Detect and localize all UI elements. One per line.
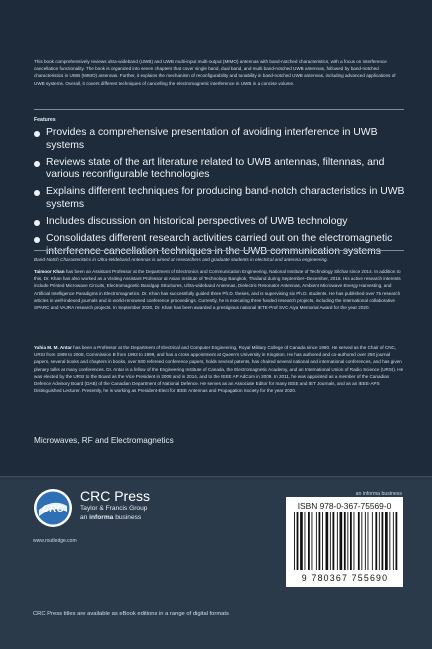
barcode-icon xyxy=(290,512,400,572)
features-list xyxy=(34,127,406,263)
book-description: This book comprehensively reviews ultra-wideband (UWB) and UWB multi-input multi-output (MIMO) antennas with band-notched characteristics, with a focus on interference cancellation functionality. The book is organized into seven chapters that cover single band, dual band, and multi band-notched UWB antennas, followed by band-notched characteristics in UWB (MIMO) antennas. Further, it explains the mechanism of reconfigurability and tunability in band-notched UWB antennas, including advanced applications of UWB systems. Overall, it covers different techniques of cancelling the electromagnetic interference in UWB in a concise volume. xyxy=(34,59,396,86)
barcode-panel xyxy=(286,497,403,587)
feature-item: Provides a comprehensive presentation of avoiding interference in UWB systems xyxy=(34,127,406,152)
author-bio-text: has been a Professor at the Department of Electrical and Computer Engineering, Royal Military College of Canada since 1990. He served as the Chair of CNC, URSI from 1999 to 2008, Commission B from 1993 to 1999, and has a cross appointment at Queen's University in Kingston. He has authored and co-authored over 250 journal papers, several books and chapters in books, over 500 refereed conference papers, holds several patents, has chaired several national and international conferences, and has given plenary talks at many conferences. Dr. Antar is a fellow of the Engineering Institute of Canada, the Electromagnetic Academy, and an International Union of Radio Science (URSI). He was elected by the URSI to the Board as the Vice President in 2008 and in 2014, and to the IEEE AP AdCom in 2009. In 2011, he was appointed as a member of the Canadian Defence Advisory Board (DAB) of the Canadian Department of National Defence. He serves as an Associate Editor for many IEEE and IET Journals, and as an IEEE-APS Distinguished Lecturer. Presently, he is working as President-Elect for IEEE Antennas and Propagation Society for the year 2020. xyxy=(34,345,404,394)
author-bio-text: has been an Assistant Professor at the Department of Electronics and Communication Engineering, National Institute of Technology Silchar since 2014. In addition to this, Dr. Khan has also worked as a Visiting Assistant Professor at Asian Institute of Technology Bangkok, Thailand during September–December, 2016. His active research interests include Printed Microwave Circuits, Electromagnetic Bandgap Structures, Ultra-wideband Antennas, Dielectric Resonator Antennas, Ambient Microwave Energy Harvesting, and Artificial Intelligence Paradigms in Electromagnetics. Dr. Khan has successfully guided three Ph.D. theses, and is supervising six Ph.D. students. He has published over 75 research articles in well-indexed journals and in world-renowned conference proceedings. Currently, he is executing three funded research projects, including the international collaborative SPARC and VAJRA research projects. In September 2020, Dr. Khan has been awarded a prestigious national IETE-Prof SVC Aiya Memorial Award for the year 2020. xyxy=(34,269,401,311)
bullet-icon xyxy=(34,190,40,196)
divider xyxy=(34,250,404,251)
feature-item: Explains different techniques for producing band-notch characteristics in UWB systems xyxy=(34,186,406,211)
author-name: Yahia M. M. Antar xyxy=(34,345,72,350)
audience-statement: Band-Notch Characteristics in Ultra-Wideband Antennas is aimed at researchers and graduate students in electrical and antenna engineering. xyxy=(34,257,328,262)
bullet-icon xyxy=(34,131,40,137)
feature-item: Includes discussion on historical perspectives of UWB technology xyxy=(34,216,406,229)
feature-item: Reviews state of the art literature related to UWB antennas, filtennas, and various reconfigurable technologies xyxy=(34,157,406,182)
publisher-group: Taylor & Francis Group xyxy=(80,505,148,512)
publisher-tagline: an informa business xyxy=(80,514,142,521)
author-bio-antar xyxy=(34,344,404,394)
ebook-note: CRC Press titles are available as eBook editions in a range of digital formats xyxy=(33,611,229,617)
isbn-label: ISBN 978-0-367-75569-0 xyxy=(297,501,392,511)
svg-text:CRC: CRC xyxy=(42,504,64,515)
publisher-url[interactable]: www.routledge.com xyxy=(33,538,77,544)
bullet-icon xyxy=(34,161,40,167)
feature-item: Consolidates different research activities carried out on the electromagnetic interference cancellation techniques in the UWB communication systems xyxy=(34,233,406,258)
divider xyxy=(34,109,404,110)
publisher-name: CRC Press xyxy=(80,488,151,504)
informa-tag: an informa business xyxy=(355,491,402,497)
author-name: Taimoor Khan xyxy=(34,269,65,274)
author-bio-khan xyxy=(34,268,404,311)
bullet-icon xyxy=(34,237,40,243)
barcode-number: 9 780367 755690 xyxy=(301,573,389,583)
crc-press-logo xyxy=(33,488,73,528)
subject-category: Microwaves, RF and Electromagnetics xyxy=(34,436,174,445)
bullet-icon xyxy=(34,220,40,226)
features-heading: Features xyxy=(34,117,56,123)
